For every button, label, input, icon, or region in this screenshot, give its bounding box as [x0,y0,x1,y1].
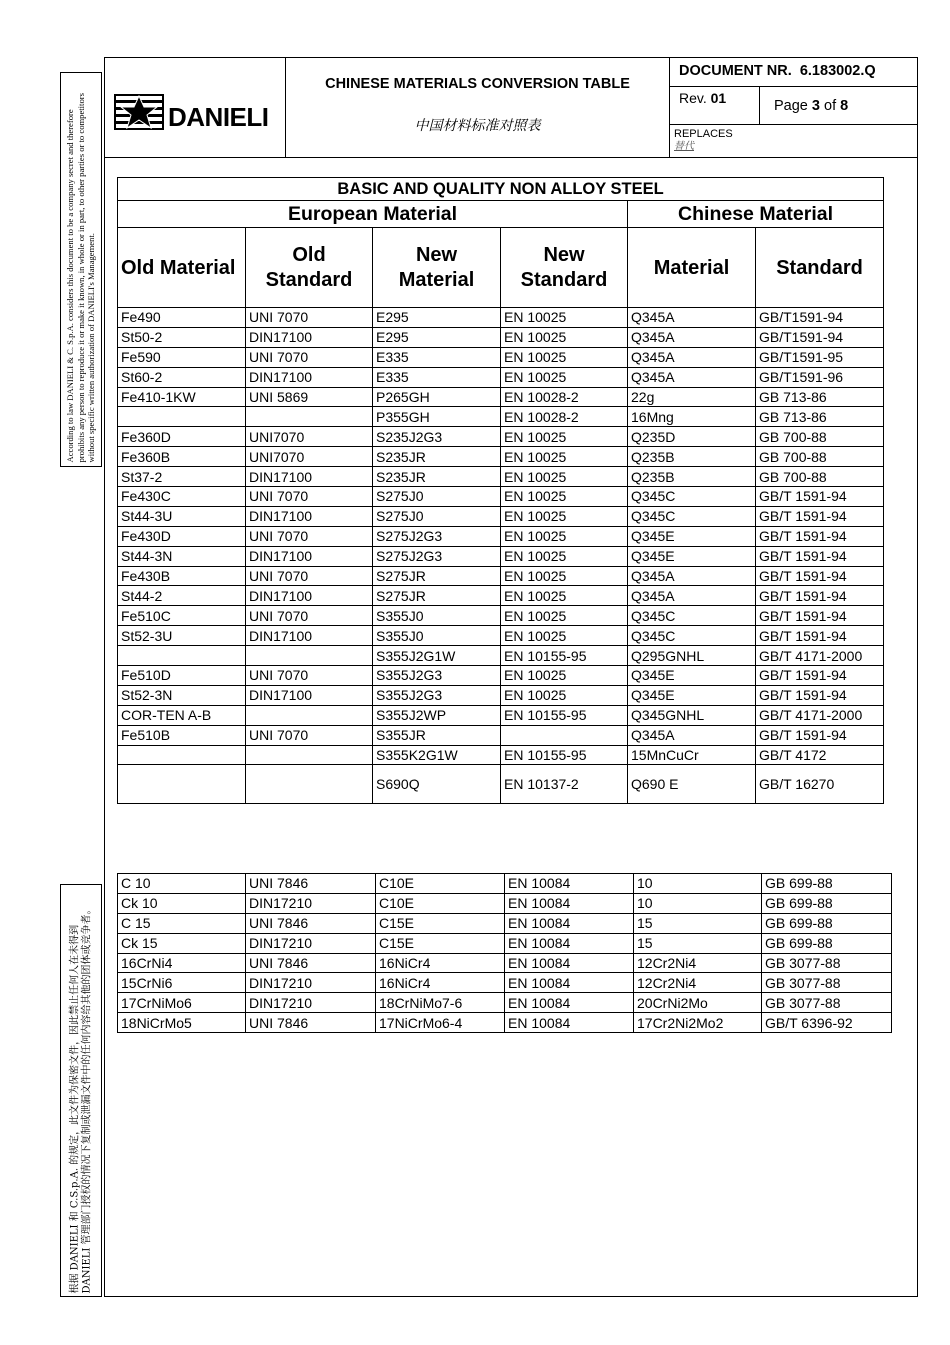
document-number [670,57,918,87]
table-cell: P355GH [373,407,501,427]
table-cell: EN 10084 [505,893,634,913]
table-cell: St44-2 [118,586,246,606]
table-cell: S275J0 [373,506,501,526]
table-cell: UNI 7070 [246,566,373,586]
table-cell: 15 [634,933,762,953]
table-cell: Fe430D [118,526,246,546]
table-cell: S355K2G1W [373,745,501,765]
table-cell: Q345A [628,308,756,328]
table-cell: EN 10084 [505,1013,634,1033]
table-cell: S355J2G3 [373,666,501,686]
table-row [118,487,884,507]
table-row [118,467,884,487]
table-cell: GB/T 1591-94 [756,526,884,546]
table-cell: C15E [376,933,505,953]
confidentiality-text-en: According to law DANIELI & C. S.p.A. considers this document to be a company secret and therefore prohibits any person to reproduce it or make it known, in whole or in part, to other parties or to competitors without specific written authorization of DANIELI's Management. [65,92,97,462]
table-cell: Fe430C [118,487,246,507]
table-cell: E335 [373,347,501,367]
replaces-label: REPLACES [674,128,733,140]
table-cell: DIN17100 [246,586,373,606]
table-cell: GB 700-88 [756,467,884,487]
table-cell: EN 10155-95 [501,705,628,725]
table-cell: GB/T 1591-94 [756,606,884,626]
table-row [118,705,884,725]
table-cell: DIN17100 [246,685,373,705]
table-cell: GB/T 4171-2000 [756,646,884,666]
table-cell: GB 713-86 [756,387,884,407]
table-cell: EN 10025 [501,447,628,467]
table-cell: Fe510B [118,725,246,745]
table-cell: EN 10025 [501,666,628,686]
table-cell: UNI 7070 [246,606,373,626]
table-cell: 15MnCuCr [628,745,756,765]
table-row [118,973,892,993]
doc-nr-label: DOCUMENT NR. [679,63,792,79]
table-cell: S275J0 [373,487,501,507]
table-cell: C10E [376,874,505,894]
table-cell: St50-2 [118,327,246,347]
table-cell: EN 10084 [505,874,634,894]
table-cell: Fe590 [118,347,246,367]
table-cell: 15CrNi6 [118,973,246,993]
table-cell: EN 10028-2 [501,387,628,407]
table-cell: UNI 7070 [246,725,373,745]
brand-name: DANIELI [168,102,269,132]
table-cell: GB/T 4171-2000 [756,705,884,725]
table-cell: Fe510D [118,666,246,686]
table-cell: GB 699-88 [762,933,892,953]
table-cell: EN 10155-95 [501,745,628,765]
table-cell: UNI 7070 [246,347,373,367]
table-row [118,913,892,933]
table-row [118,327,884,347]
table-cell: Q345E [628,666,756,686]
table-cell [118,646,246,666]
table-cell: GB/T1591-94 [756,327,884,347]
table-cell: 12Cr2Ni4 [634,973,762,993]
table-cell: Fe360D [118,427,246,447]
of-label: of [824,98,837,114]
table-cell: GB/T 1591-94 [756,506,884,526]
table-cell: 16NiCr4 [376,973,505,993]
table-cell: Q345GNHL [628,705,756,725]
table-cell: DIN17100 [246,546,373,566]
table-cell: EN 10028-2 [501,407,628,427]
table-cell: S355J2WP [373,705,501,725]
column-header: New Standard [501,228,628,308]
table-cell [246,705,373,725]
table-cell: Fe410-1KW [118,387,246,407]
table-cell: GB/T 1591-94 [756,546,884,566]
table-cell: UNI 7070 [246,666,373,686]
table-cell: COR-TEN A-B [118,705,246,725]
table-cell: 10 [634,893,762,913]
table-cell: 18NiCrMo5 [118,1013,246,1033]
table-cell: Q235D [628,427,756,447]
table-cell: Q345C [628,626,756,646]
table-cell: GB 699-88 [762,913,892,933]
table-cell [246,646,373,666]
table-cell: GB/T1591-94 [756,308,884,328]
table-cell: 12Cr2Ni4 [634,953,762,973]
table-cell: DIN17100 [246,367,373,387]
table-cell [501,725,628,745]
title-en: CHINESE MATERIALS CONVERSION TABLE [325,76,630,92]
table-row [118,745,884,765]
table-cell: S355J2G1W [373,646,501,666]
table-row [118,387,884,407]
table-cell: GB 3077-88 [762,953,892,973]
table-cell: GB 699-88 [762,893,892,913]
table-cell: Q690 E [628,765,756,804]
table-row [118,993,892,1013]
table-cell: Fe510C [118,606,246,626]
table-cell: 16CrNi4 [118,953,246,973]
group-header-row [118,201,884,228]
table-row [118,427,884,447]
table-cell: Q345C [628,506,756,526]
table-cell: GB/T1591-96 [756,367,884,387]
table-cell [118,765,246,804]
document-info [670,57,918,157]
table-cell: GB/T 1591-94 [756,666,884,686]
column-header: New Material [373,228,501,308]
table-row [118,347,884,367]
table-cell: EN 10025 [501,546,628,566]
table-cell: St60-2 [118,367,246,387]
column-header-row [118,228,884,308]
table-cell: Q345C [628,606,756,626]
table-cell: UNI 7846 [246,913,376,933]
table-cell: EN 10025 [501,367,628,387]
danieli-logo-icon [114,94,164,130]
table-row [118,447,884,467]
table-cell: Ck 15 [118,933,246,953]
table-cell: EN 10025 [501,347,628,367]
revision [670,87,760,125]
table-cell: GB/T 1591-94 [756,725,884,745]
table-cell: EN 10137-2 [501,765,628,804]
table-cell: DIN17210 [246,993,376,1013]
column-header: Old Material [118,228,246,308]
title-cell [286,57,670,157]
doc-nr-value: 6.183002.Q [799,63,876,79]
confidentiality-notice-en [60,72,102,467]
table-cell: DIN17100 [246,506,373,526]
table-cell [118,407,246,427]
column-header: Material [628,228,756,308]
table-cell: 20CrNi2Mo [634,993,762,1013]
table-cell: Q345C [628,487,756,507]
table-cell: GB 3077-88 [762,993,892,1013]
table-cell: C10E [376,893,505,913]
table-cell: S235JR [373,467,501,487]
table-row [118,606,884,626]
table-cell: S355J0 [373,606,501,626]
table-cell: S275JR [373,586,501,606]
table-cell: 17NiCrMo6-4 [376,1013,505,1033]
table-cell: Q345E [628,685,756,705]
page-number [760,87,918,125]
table-cell: Q345E [628,546,756,566]
table-row [118,646,884,666]
table-cell: St52-3U [118,626,246,646]
table-cell: EN 10025 [501,626,628,646]
table-cell: C 15 [118,913,246,933]
table-cell: Q345A [628,566,756,586]
table-cell: Q345E [628,526,756,546]
table-cell: DIN17100 [246,327,373,347]
table-cell: EN 10025 [501,467,628,487]
table-cell: GB/T 4172 [756,745,884,765]
table-cell: E335 [373,367,501,387]
page-value: 3 [811,98,820,114]
table-row [118,953,892,973]
confidentiality-notice-cn [60,884,102,1297]
table-cell: GB/T 1591-94 [756,685,884,705]
table-cell: Q235B [628,447,756,467]
table-cell: Q345A [628,586,756,606]
table-row [118,893,892,913]
table-cell: GB 713-86 [756,407,884,427]
table-cell: E295 [373,308,501,328]
title-cn: 中国材料标准对照表 [414,118,541,134]
table-cell: 15 [634,913,762,933]
table-cell: Q345A [628,347,756,367]
table-cell: UNI7070 [246,427,373,447]
group-chinese: Chinese Material [628,201,884,228]
table-cell: EN 10155-95 [501,646,628,666]
confidentiality-text-cn: 根据 DANIELI 和 C.S.p.A. 的规定，此文件为保密文件，因此禁止任何人在未得到 DANIELI 管理部门授权的情况下复制或泄漏文件中的任何内容给其他的团体或竞争者。 [69,903,92,1293]
table-row [118,685,884,705]
table-cell: S235JR [373,447,501,467]
table-cell: DIN17100 [246,626,373,646]
table-row [118,546,884,566]
table-cell: UNI 7846 [246,953,376,973]
table-cell: DIN17210 [246,973,376,993]
table-cell: C15E [376,913,505,933]
table-row [118,666,884,686]
table-cell: EN 10084 [505,993,634,1013]
table-cell [246,765,373,804]
table-row [118,725,884,745]
table-cell: S235J2G3 [373,427,501,447]
table-cell: Ck 10 [118,893,246,913]
table-cell: UNI7070 [246,447,373,467]
replaces-cn: 替代 [674,141,694,152]
table-cell: EN 10025 [501,327,628,347]
table-cell: GB/T 1591-94 [756,626,884,646]
table-row [118,367,884,387]
table-cell: EN 10025 [501,487,628,507]
table-cell: 10 [634,874,762,894]
table-cell: S275J2G3 [373,546,501,566]
table-cell: UNI 7070 [246,487,373,507]
table-cell: 16Mng [628,407,756,427]
table-cell: GB 699-88 [762,874,892,894]
table-row [118,308,884,328]
table-cell: UNI 7070 [246,526,373,546]
column-header: Old Standard [246,228,373,308]
column-header: Standard [756,228,884,308]
table-cell: UNI 7070 [246,308,373,328]
table-cell: St37-2 [118,467,246,487]
table-cell: P265GH [373,387,501,407]
table-cell: St52-3N [118,685,246,705]
table-cell: GB/T 6396-92 [762,1013,892,1033]
table-row [118,1013,892,1033]
table-cell: GB 700-88 [756,447,884,467]
table-cell: UNI 5869 [246,387,373,407]
table-cell: Fe360B [118,447,246,467]
table-cell: GB/T1591-95 [756,347,884,367]
table-cell: GB/T 1591-94 [756,487,884,507]
table-row [118,933,892,953]
table-cell: S355J0 [373,626,501,646]
table-row [118,506,884,526]
table-cell: DIN17210 [246,893,376,913]
table-cell: Q295GNHL [628,646,756,666]
table-cell: 17CrNiMo6 [118,993,246,1013]
alloy-steel-table [117,873,892,1033]
table-row [118,626,884,646]
table-cell: EN 10025 [501,308,628,328]
table-cell: GB/T 1591-94 [756,586,884,606]
table-cell: EN 10084 [505,933,634,953]
group-european: European Material [118,201,628,228]
table-cell: 18CrNiMo7-6 [376,993,505,1013]
table-cell: EN 10025 [501,506,628,526]
table-caption: BASIC AND QUALITY NON ALLOY STEEL [118,178,884,201]
table-row [118,586,884,606]
rev-value: 01 [710,90,727,106]
table-cell: Fe430B [118,566,246,586]
table-cell: 22g [628,387,756,407]
page-label: Page [774,98,808,114]
table-cell: C 10 [118,874,246,894]
table-cell: St44-3N [118,546,246,566]
table-cell: Fe490 [118,308,246,328]
table-cell: GB/T 16270 [756,765,884,804]
table-cell: Q345A [628,327,756,347]
table-cell: EN 10025 [501,566,628,586]
table-cell: EN 10084 [505,913,634,933]
table-cell: 16NiCr4 [376,953,505,973]
table-cell: E295 [373,327,501,347]
table-cell: S275J2G3 [373,526,501,546]
table-cell: S690Q [373,765,501,804]
table-cell: DIN17100 [246,467,373,487]
table-cell: S355J2G3 [373,685,501,705]
table-cell: GB 700-88 [756,427,884,447]
document-header [104,57,918,158]
table-cell: EN 10025 [501,586,628,606]
table-row [118,874,892,894]
table-cell: EN 10084 [505,953,634,973]
table-cell: GB 3077-88 [762,973,892,993]
table-cell: Q345A [628,725,756,745]
rev-label: Rev. [679,90,707,106]
table-cell: EN 10025 [501,526,628,546]
table-row [118,765,884,804]
table-cell [246,407,373,427]
table-cell: 17Cr2Ni2Mo2 [634,1013,762,1033]
table-cell [246,745,373,765]
replaces [670,125,918,157]
table-row [118,407,884,427]
table-cell: GB/T 1591-94 [756,566,884,586]
table-caption-row [118,178,884,201]
table-cell: EN 10025 [501,685,628,705]
table-cell: EN 10025 [501,427,628,447]
table-cell: St44-3U [118,506,246,526]
table-cell: UNI 7846 [246,1013,376,1033]
table-cell: Q235B [628,467,756,487]
table-cell: Q345A [628,367,756,387]
non-alloy-steel-table [117,177,884,804]
table-cell: UNI 7846 [246,874,376,894]
table-cell: DIN17210 [246,933,376,953]
table-row [118,526,884,546]
table-row [118,566,884,586]
logo-cell [104,57,286,157]
table-cell: S355JR [373,725,501,745]
table-cell [118,745,246,765]
table-cell: EN 10025 [501,606,628,626]
page-total: 8 [840,98,849,114]
table-cell: S275JR [373,566,501,586]
table-cell: EN 10084 [505,973,634,993]
